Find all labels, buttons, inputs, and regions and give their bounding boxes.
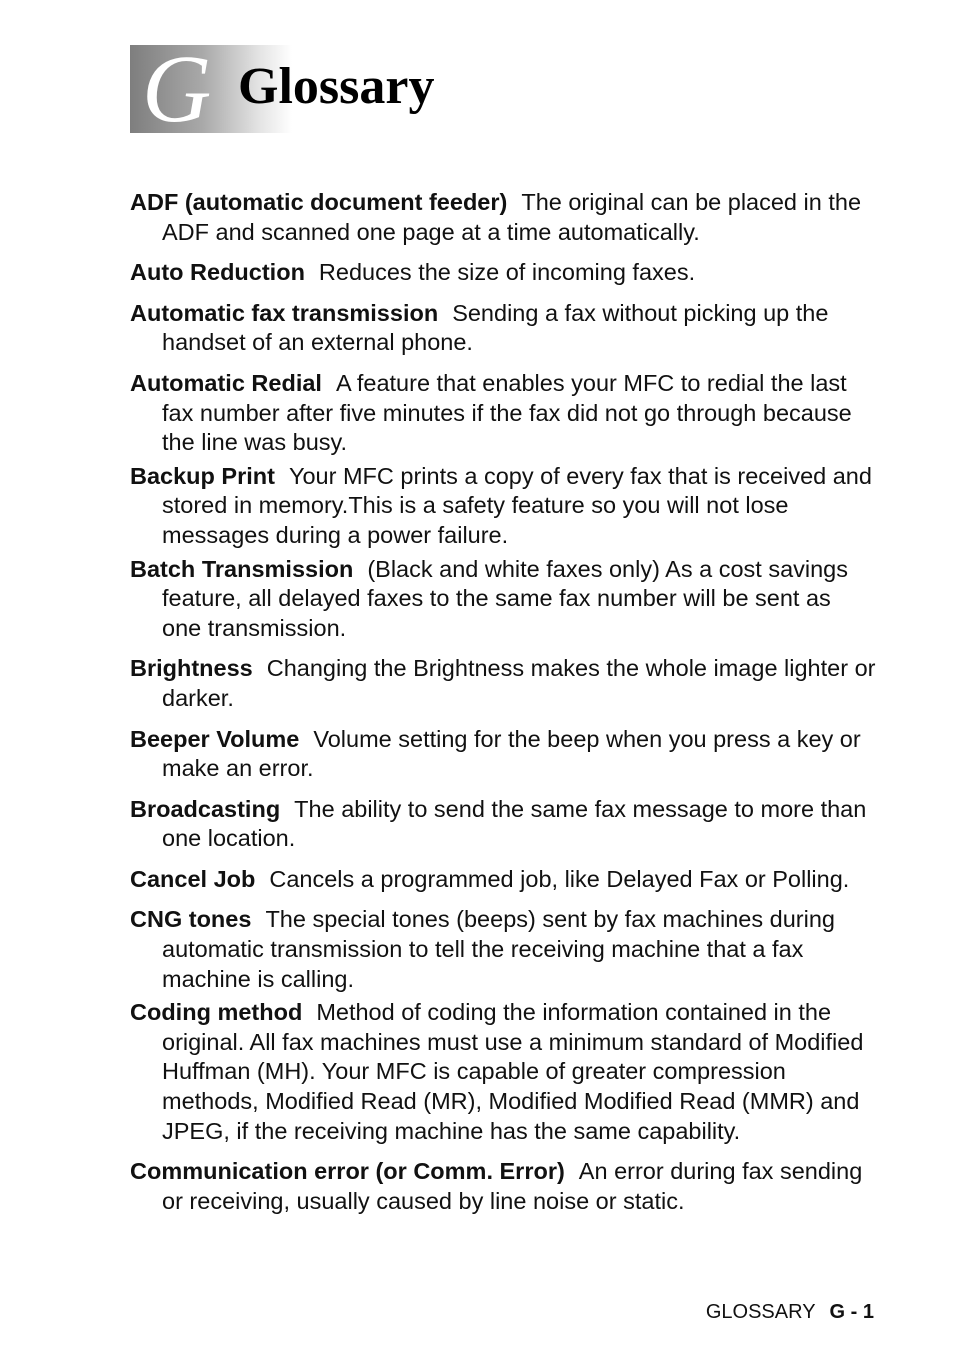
- footer-section-label: GLOSSARY: [705, 1301, 816, 1323]
- glossary-definition: Reduces the size of incoming faxes.: [318, 259, 696, 286]
- glossary-list: [130, 188, 876, 1227]
- chapter-header: [130, 35, 550, 142]
- glossary-entry-backup-print: [130, 462, 876, 551]
- glossary-term: Coding method: [130, 999, 303, 1026]
- glossary-entry-adf: [130, 188, 876, 247]
- glossary-entry-cng-tones: [130, 905, 876, 994]
- glossary-entry-automatic-redial: [130, 369, 876, 458]
- glossary-term: Automatic fax transmission: [130, 299, 439, 326]
- glossary-term: Broadcasting: [130, 795, 281, 822]
- glossary-definition: Method of coding the information contained in the original. All fax machines must use a minimum standard of Modified Huffman (MH). Your MFC is capable of greater compression methods, Modified Read (MR), Modified Modified Read (MMR) and JPEG, if the receiving machine has the same capability.: [162, 999, 864, 1144]
- page-footer: [706, 1298, 874, 1326]
- glossary-term: Cancel Job: [130, 865, 256, 892]
- glossary-term: CNG tones: [130, 906, 252, 933]
- glossary-entry-automatic-fax-transmission: [130, 299, 876, 358]
- glossary-definition: A feature that enables your MFC to redial the last fax number after five minutes if the fax did not go through because the line was busy.: [162, 369, 852, 456]
- glossary-definition: Cancels a programmed job, like Delayed Fax or Polling.: [269, 865, 850, 892]
- glossary-term: Brightness: [130, 655, 253, 682]
- chapter-letter: G: [142, 35, 212, 142]
- glossary-definition: The original can be placed in the ADF and scanned one page at a time automatically.: [162, 189, 862, 245]
- glossary-definition: Volume setting for the beep when you press a key or make an error.: [162, 725, 861, 782]
- glossary-term: Beeper Volume: [130, 725, 300, 752]
- glossary-term: ADF (automatic document feeder): [130, 189, 508, 215]
- glossary-entry-communication-error: [130, 1157, 876, 1216]
- glossary-term: Batch Transmission: [130, 555, 354, 582]
- glossary-entry-auto-reduction: [130, 258, 876, 288]
- glossary-entry-coding-method: [130, 998, 876, 1146]
- glossary-definition: The special tones (beeps) sent by fax machines during automatic transmission to tell the receiving machine that a fax machine is calling.: [162, 906, 835, 992]
- glossary-entry-cancel-job: [130, 865, 876, 895]
- glossary-definition: Changing the Brightness makes the whole image lighter or darker.: [162, 655, 876, 711]
- glossary-entry-broadcasting: [130, 795, 876, 854]
- glossary-definition: The ability to send the same fax message to more than one location.: [162, 795, 867, 852]
- glossary-term: Automatic Redial: [130, 369, 322, 396]
- glossary-entry-beeper-volume: [130, 725, 876, 784]
- glossary-term: Communication error (or Comm. Error): [130, 1158, 565, 1185]
- page-title: Glossary: [238, 58, 435, 115]
- glossary-term: Backup Print: [130, 462, 275, 489]
- glossary-definition: Your MFC prints a copy of every fax that is received and stored in memory.This is a safety feature so you will not lose messages during a power failure.: [162, 462, 872, 548]
- glossary-definition: Sending a fax without picking up the handset of an external phone.: [162, 299, 829, 356]
- glossary-definition: (Black and white faxes only) As a cost savings feature, all delayed faxes to the same fax number will be sent as one transmission.: [162, 555, 848, 641]
- glossary-definition: An error during fax sending or receiving, usually caused by line noise or static.: [162, 1158, 863, 1214]
- glossary-entry-batch-transmission: [130, 555, 876, 644]
- glossary-entry-brightness: [130, 654, 876, 713]
- glossary-term: Auto Reduction: [130, 259, 305, 286]
- page-number: G - 1: [829, 1301, 874, 1323]
